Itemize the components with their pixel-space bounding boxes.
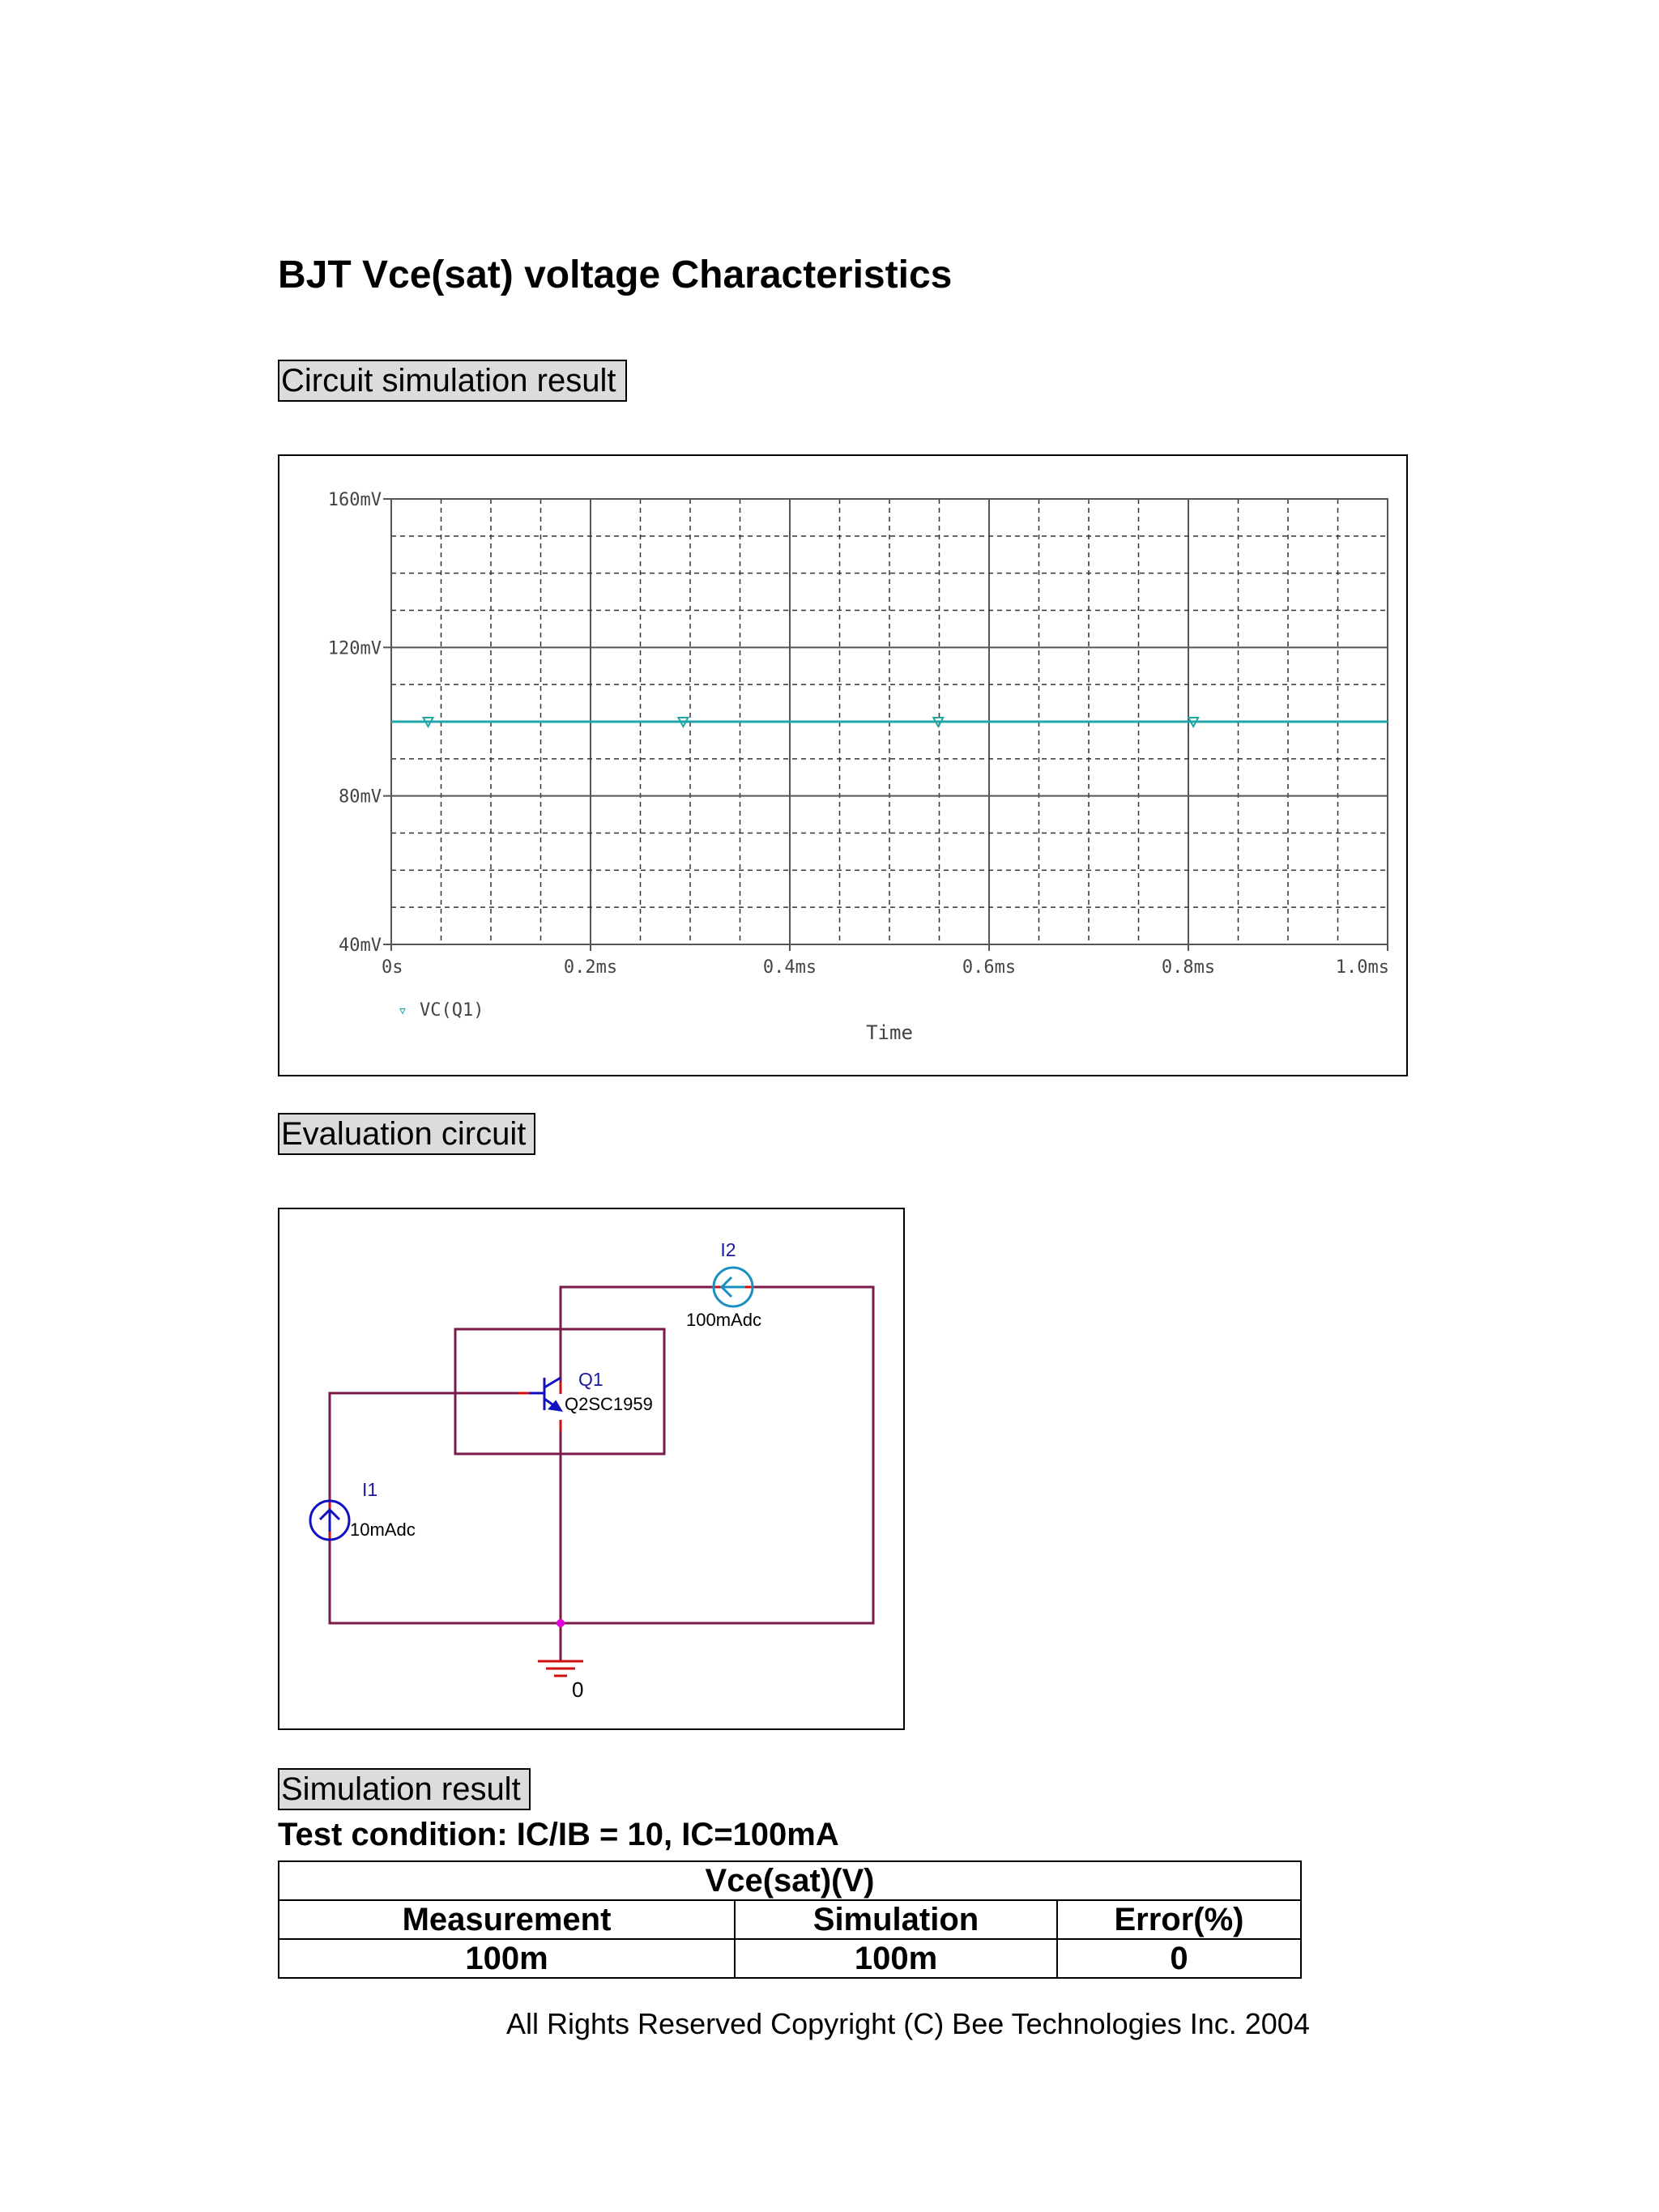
- section-label-circuit-simulation: Circuit simulation result: [278, 360, 627, 402]
- x-tick-label: 0s: [382, 957, 403, 978]
- cell-error-value: 0: [1057, 1939, 1301, 1978]
- column-header-measurement: Measurement: [279, 1900, 735, 1939]
- x-tick-label: 1.0ms: [1335, 957, 1389, 978]
- x-axis-label: Time: [866, 1021, 913, 1044]
- cell-measurement-value: 100m: [279, 1939, 735, 1978]
- q1-name-label: Q1: [578, 1369, 603, 1390]
- y-tick-label: 120mV: [327, 638, 382, 659]
- i1-value-label: 10mAdc: [350, 1519, 416, 1540]
- x-tick-label: 0.8ms: [1161, 957, 1216, 978]
- ground-node-label: 0: [572, 1677, 584, 1702]
- column-header-error: Error(%): [1057, 1900, 1301, 1939]
- table-header-row: [279, 1861, 1301, 1900]
- circuit-wires: [330, 1287, 873, 1661]
- table-column-header-row: [279, 1900, 1301, 1939]
- q1-part-label: Q2SC1959: [565, 1394, 653, 1414]
- column-header-simulation: Simulation: [735, 1900, 1057, 1939]
- legend-label: VC(Q1): [420, 1000, 484, 1021]
- x-tick-label: 0.2ms: [563, 957, 618, 978]
- cell-simulation-value: 100m: [735, 1939, 1057, 1978]
- x-tick-label: 0.6ms: [962, 957, 1017, 978]
- section-label-simulation-result: Simulation result: [278, 1768, 531, 1810]
- document-title: BJT Vce(sat) voltage Characteristics: [278, 254, 953, 296]
- section-label-evaluation-circuit: Evaluation circuit: [278, 1113, 535, 1155]
- transistor-collector-lead: [544, 1378, 561, 1387]
- y-tick-label: 160mV: [327, 490, 382, 510]
- table-title-cell: Vce(sat)(V): [279, 1861, 1301, 1900]
- evaluation-circuit-diagram: [278, 1208, 905, 1730]
- y-tick-label: 40mV: [339, 936, 382, 956]
- ground-symbol: [538, 1661, 583, 1676]
- copyright-footer: All Rights Reserved Copyright (C) Bee Technologies Inc. 2004: [506, 2007, 1310, 2040]
- i2-name-label: I2: [720, 1239, 736, 1260]
- i2-value-label: 100mAdc: [686, 1310, 761, 1330]
- wire-ground-to-i1: [330, 1541, 561, 1623]
- waveform-chart: [278, 454, 1408, 1076]
- legend-marker: ▿: [398, 1000, 408, 1020]
- test-condition: Test condition: IC/IB = 10, IC=100mA: [278, 1817, 839, 1852]
- wire-i1-to-base: [330, 1393, 518, 1499]
- chart-ticks: [328, 490, 1389, 978]
- y-tick-label: 80mV: [339, 786, 382, 808]
- x-tick-label: 0.4ms: [762, 957, 817, 978]
- i1-name-label: I1: [362, 1479, 378, 1500]
- ground-junction-dot: [557, 1619, 565, 1627]
- result-table: [278, 1860, 1302, 1979]
- table-row: [279, 1939, 1301, 1978]
- transistor-q1-symbol: [529, 1378, 561, 1410]
